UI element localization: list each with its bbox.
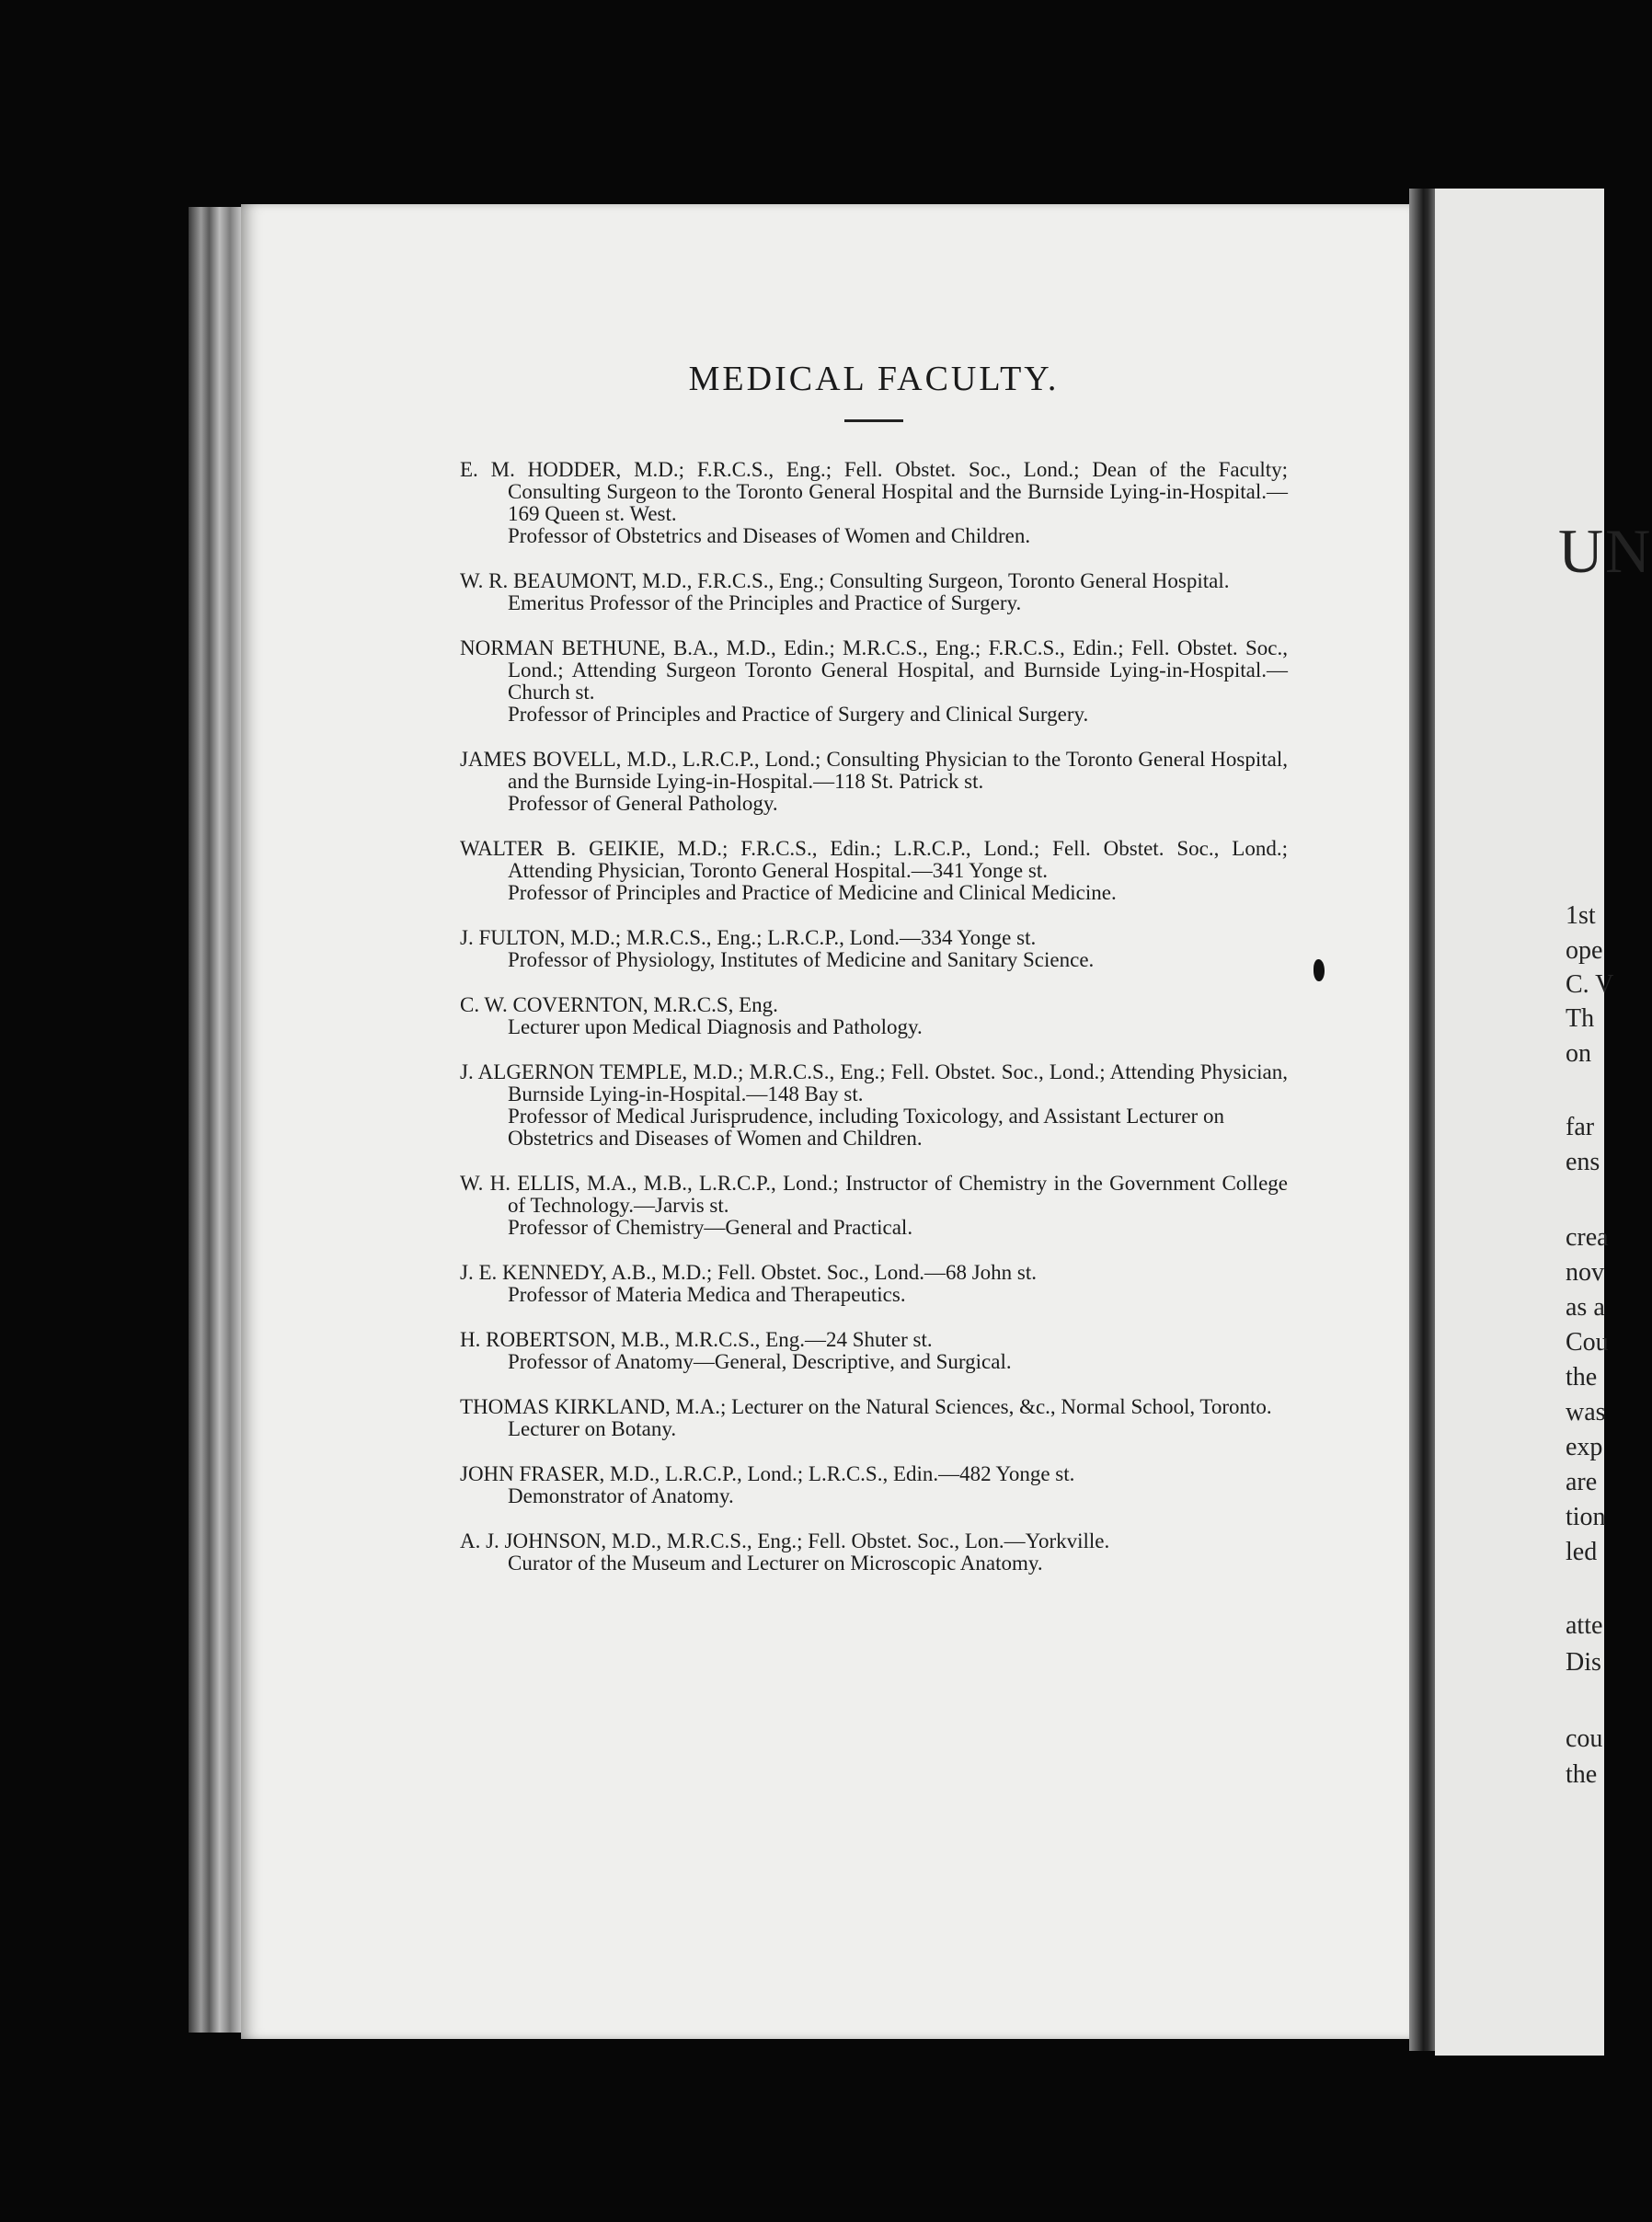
faculty-member-role: Professor of Obstetrics and Diseases of Women and Children.	[508, 524, 1031, 547]
facing-page-line-fragment: the	[1566, 1363, 1598, 1392]
faculty-entry	[460, 927, 1288, 971]
ink-blot	[1314, 959, 1325, 981]
facing-page-line-fragment: C. V	[1566, 970, 1614, 999]
faculty-entry	[460, 1262, 1288, 1306]
faculty-member-role: Lecturer on Botany.	[508, 1417, 677, 1440]
facing-page-line-fragment: Th	[1566, 1004, 1595, 1033]
faculty-member-description: A. J. JOHNSON, M.D., M.R.C.S., Eng.; Fell. Obstet. Soc., Lon.—Yorkville.	[460, 1529, 1110, 1552]
faculty-member-description: JOHN FRASER, M.D., L.R.C.P., Lond.; L.R.C.S., Edin.—482 Yonge st.	[460, 1462, 1075, 1485]
facing-page-line-fragment: exp	[1566, 1433, 1603, 1461]
facing-page-line-fragment: the	[1566, 1760, 1598, 1789]
facing-page-line-fragment: ens	[1566, 1148, 1600, 1176]
faculty-member-role: Professor of Anatomy—General, Descriptive, and Surgical.	[508, 1350, 1012, 1373]
faculty-member-description: NORMAN BETHUNE, B.A., M.D., Edin.; M.R.C.S., Eng.; F.R.C.S., Edin.; Fell. Obstet. Soc., Lond.; Attending Surgeon Toronto General Hospital, and Burnside Lying-in-Hospital.—Church st.	[460, 636, 1288, 704]
faculty-member-role: Professor of Materia Medica and Therapeutics.	[508, 1283, 906, 1306]
faculty-member-description: JAMES BOVELL, M.D., L.R.C.P., Lond.; Consulting Physician to the Toronto General Hospital, and the Burnside Lying-in-Hospital.—118 St. Patrick st.	[460, 748, 1288, 793]
facing-page-line-fragment: ope	[1566, 936, 1603, 965]
faculty-member-description: C. W. COVERNTON, M.R.C.S, Eng.	[460, 993, 778, 1016]
faculty-member-role: Professor of Physiology, Institutes of Medicine and Sanitary Science.	[508, 948, 1095, 971]
faculty-member-description: WALTER B. GEIKIE, M.D.; F.R.C.S., Edin.; L.R.C.P., Lond.; Fell. Obstet. Soc., Lond.; Attending Physician, Toronto General Hospital.—341 Yonge st.	[460, 837, 1288, 882]
faculty-entry	[460, 637, 1288, 726]
faculty-member-description: H. ROBERTSON, M.B., M.R.C.S., Eng.—24 Shuter st.	[460, 1328, 933, 1351]
faculty-member-description: W. R. BEAUMONT, M.D., F.R.C.S., Eng.; Consulting Surgeon, Toronto General Hospital.	[460, 569, 1230, 592]
facing-page-line-fragment: was	[1566, 1398, 1606, 1426]
faculty-member-role: Emeritus Professor of the Principles and Practice of Surgery.	[508, 591, 1022, 614]
facing-page-line-fragment: as a	[1566, 1293, 1605, 1322]
facing-page-line-fragment: crea	[1566, 1223, 1609, 1252]
faculty-list-page	[460, 359, 1288, 1598]
faculty-entry	[460, 994, 1288, 1038]
faculty-entry	[460, 838, 1288, 904]
faculty-member-role: Professor of Chemistry—General and Practical.	[508, 1216, 913, 1239]
facing-page-line-fragment: tion	[1566, 1503, 1606, 1531]
page-title: MEDICAL FACULTY.	[688, 360, 1060, 398]
faculty-member-role: Professor of General Pathology.	[508, 792, 778, 815]
faculty-member-role: Demonstrator of Anatomy.	[508, 1484, 734, 1507]
faculty-member-role: Professor of Medical Jurisprudence, including Toxicology, and Assistant Lecturer on Obstetrics and Diseases of Women and Children.	[508, 1105, 1224, 1150]
faculty-member-description: W. H. ELLIS, M.A., M.B., L.R.C.P., Lond.; Instructor of Chemistry in the Government College of Technology.—Jarvis st.	[460, 1172, 1288, 1217]
facing-page-line-fragment: atte	[1566, 1611, 1603, 1640]
faculty-entry	[460, 1061, 1288, 1150]
faculty-member-role: Curator of the Museum and Lecturer on Microscopic Anatomy.	[508, 1552, 1043, 1575]
faculty-entries	[460, 459, 1288, 1575]
facing-page-heading-fragment: UN	[1558, 516, 1652, 586]
faculty-entry	[460, 570, 1288, 614]
faculty-entry	[460, 1463, 1288, 1507]
faculty-entry	[460, 1530, 1288, 1575]
faculty-member-role: Professor of Principles and Practice of Surgery and Clinical Surgery.	[508, 703, 1089, 726]
faculty-member-description: J. FULTON, M.D.; M.R.C.S., Eng.; L.R.C.P., Lond.—334 Yonge st.	[460, 926, 1037, 949]
faculty-member-description: THOMAS KIRKLAND, M.A.; Lecturer on the Natural Sciences, &c., Normal School, Toronto.	[460, 1395, 1272, 1418]
facing-page-line-fragment: on	[1566, 1039, 1591, 1068]
faculty-entry	[460, 749, 1288, 815]
facing-page-line-fragment: are	[1566, 1468, 1598, 1496]
faculty-entry	[460, 1396, 1288, 1440]
facing-page-line-fragment: 1st	[1566, 901, 1596, 930]
faculty-member-role: Lecturer upon Medical Diagnosis and Pathology.	[508, 1015, 923, 1038]
facing-page-line-fragment: Dis	[1566, 1648, 1601, 1677]
faculty-member-role: Professor of Principles and Practice of Medicine and Clinical Medicine.	[508, 881, 1117, 904]
facing-page-line-fragment: nov	[1566, 1258, 1604, 1287]
faculty-entry	[460, 1329, 1288, 1373]
facing-page-line-fragment: led	[1566, 1538, 1598, 1566]
faculty-member-description: E. M. HODDER, M.D.; F.R.C.S., Eng.; Fell. Obstet. Soc., Lond.; Dean of the Faculty; Consulting Surgeon to the Toronto General Hospital and the Burnside Lying-in-Hospital.—169 Queen st. West.	[460, 458, 1288, 525]
faculty-member-description: J. ALGERNON TEMPLE, M.D.; M.R.C.S., Eng.; Fell. Obstet. Soc., Lond.; Attending Physician, Burnside Lying-in-Hospital.—148 Bay st.	[460, 1060, 1288, 1105]
faculty-entry	[460, 459, 1288, 547]
facing-page-line-fragment: Cou	[1566, 1328, 1609, 1357]
title-rule	[844, 419, 903, 422]
facing-page-line-fragment: far	[1566, 1113, 1595, 1141]
faculty-entry	[460, 1173, 1288, 1239]
facing-page-line-fragment: cou	[1566, 1724, 1603, 1753]
faculty-member-description: J. E. KENNEDY, A.B., M.D.; Fell. Obstet. Soc., Lond.—68 John st.	[460, 1261, 1037, 1284]
